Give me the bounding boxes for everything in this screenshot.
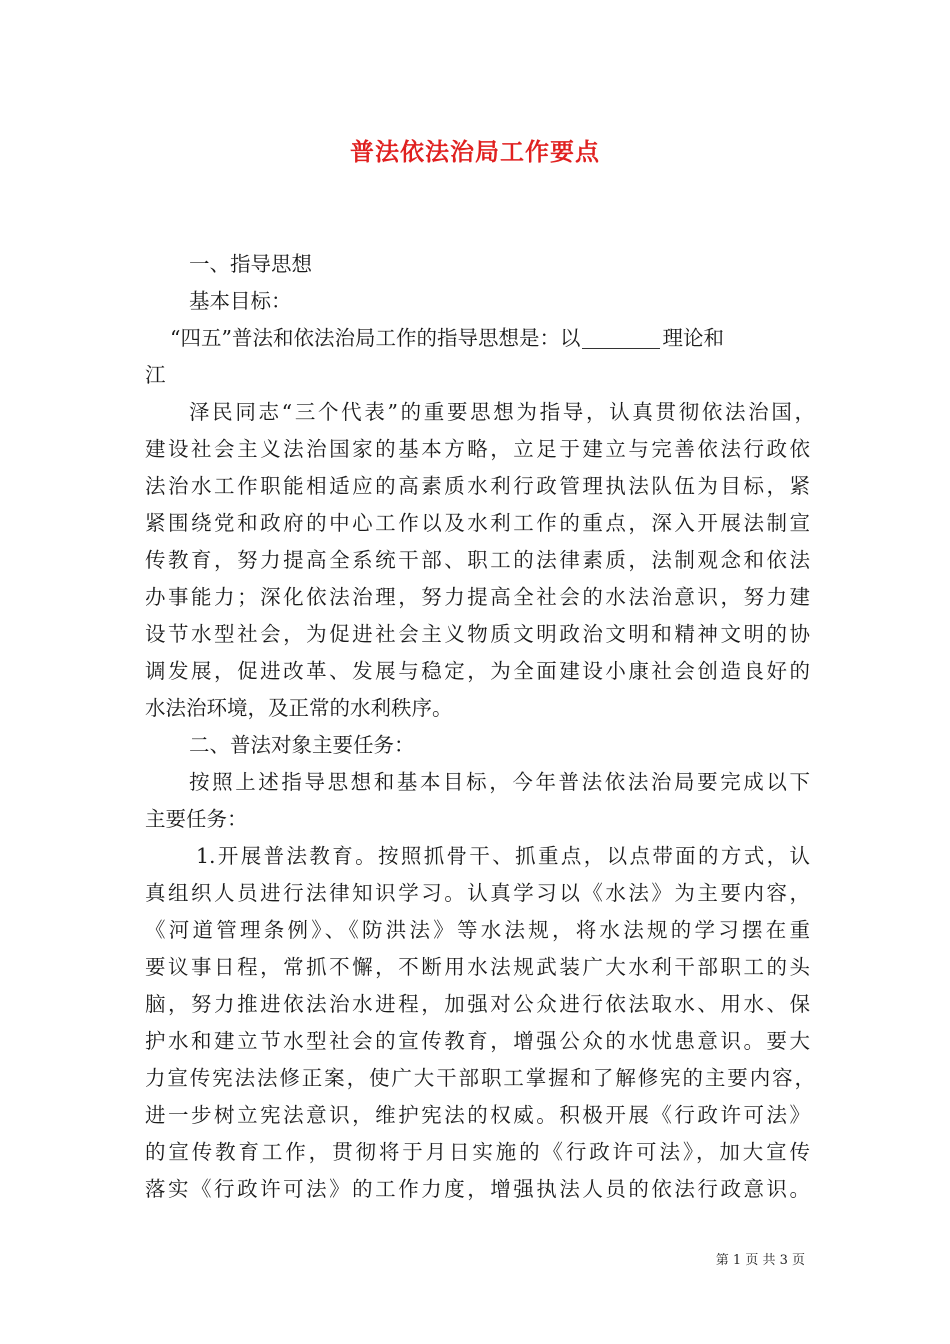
paragraph-line: 基本目标： (189, 289, 292, 313)
paragraph-line: 真组织人员进行法律知识学习。认真学习以《水法》为主要内容， (145, 881, 810, 905)
paragraph-line: 进一步树立宪法意识，维护宪法的权威。积极开展《行政许可法》 (145, 1103, 810, 1127)
paragraph-line: 主要任务： (145, 807, 248, 831)
paragraph-line: 护水和建立节水型社会的宣传教育，增强公众的水忧患意识。要大 (145, 1029, 810, 1053)
section-heading-2: 二、普法对象主要任务： (189, 733, 415, 757)
paragraph-line: 紧围绕党和政府的中心工作以及水利工作的重点，深入开展法制宣 (145, 511, 810, 535)
document-title: 普法依法治局工作要点 (350, 137, 600, 166)
paragraph-line: 水法治环境，及正常的水利秩序。 (145, 696, 453, 720)
section-heading-1: 一、指导思想 (189, 252, 312, 276)
paragraph-line: 力宣传宪法法修正案，使广大干部职工掌握和了解修宪的主要内容， (145, 1066, 815, 1090)
paragraph-line: 1.开展普法教育。按照抓骨干、抓重点，以点带面的方式，认 (196, 844, 810, 868)
paragraph-line: 按照上述指导思想和基本目标，今年普法依法治局要完成以下 (189, 770, 810, 794)
paragraph-line: 设节水型社会，为促进社会主义物质文明政治文明和精神文明的协 (145, 622, 810, 646)
paragraph-line: 泽民同志“三个代表”的重要思想为指导，认真贯彻依法治国， (189, 400, 815, 424)
page-number: 第 1 页 共 3 页 (715, 1253, 805, 1268)
paragraph-line: 江 (145, 363, 166, 387)
paragraph-line: 要议事日程，常抓不懈，不断用水法规武装广大水利干部职工的头 (145, 955, 810, 979)
paragraph-line: 《河道管理条例》、《防洪法》等水法规，将水法规的学习摆在重 (145, 918, 810, 942)
paragraph-line: “四五”普法和依法治局工作的指导思想是：以 理论和 (170, 320, 810, 356)
paragraph-line: 调发展，促进改革、发展与稳定，为全面建设小康社会创造良好的 (145, 659, 810, 683)
paragraph-line: 法治水工作职能相适应的高素质水利行政管理执法队伍为目标，紧 (145, 474, 810, 498)
paragraph-line: 落实《行政许可法》的工作力度，增强执法人员的依法行政意识。 (145, 1177, 810, 1201)
fill-in-blank (582, 322, 660, 349)
paragraph-line: 的宣传教育工作，贯彻将于月日实施的《行政许可法》，加大宣传 (145, 1140, 810, 1164)
paragraph-line: 办事能力；深化依法治理，努力提高全社会的水法治意识，努力建 (145, 585, 810, 609)
paragraph-line: 脑，努力推进依法治水进程，加强对公众进行依法取水、用水、保 (145, 992, 810, 1016)
paragraph-line: 传教育，努力提高全系统干部、职工的法律素质，法制观念和依法 (145, 548, 810, 572)
paragraph-line: 建设社会主义法治国家的基本方略，立足于建立与完善依法行政依 (145, 437, 810, 461)
